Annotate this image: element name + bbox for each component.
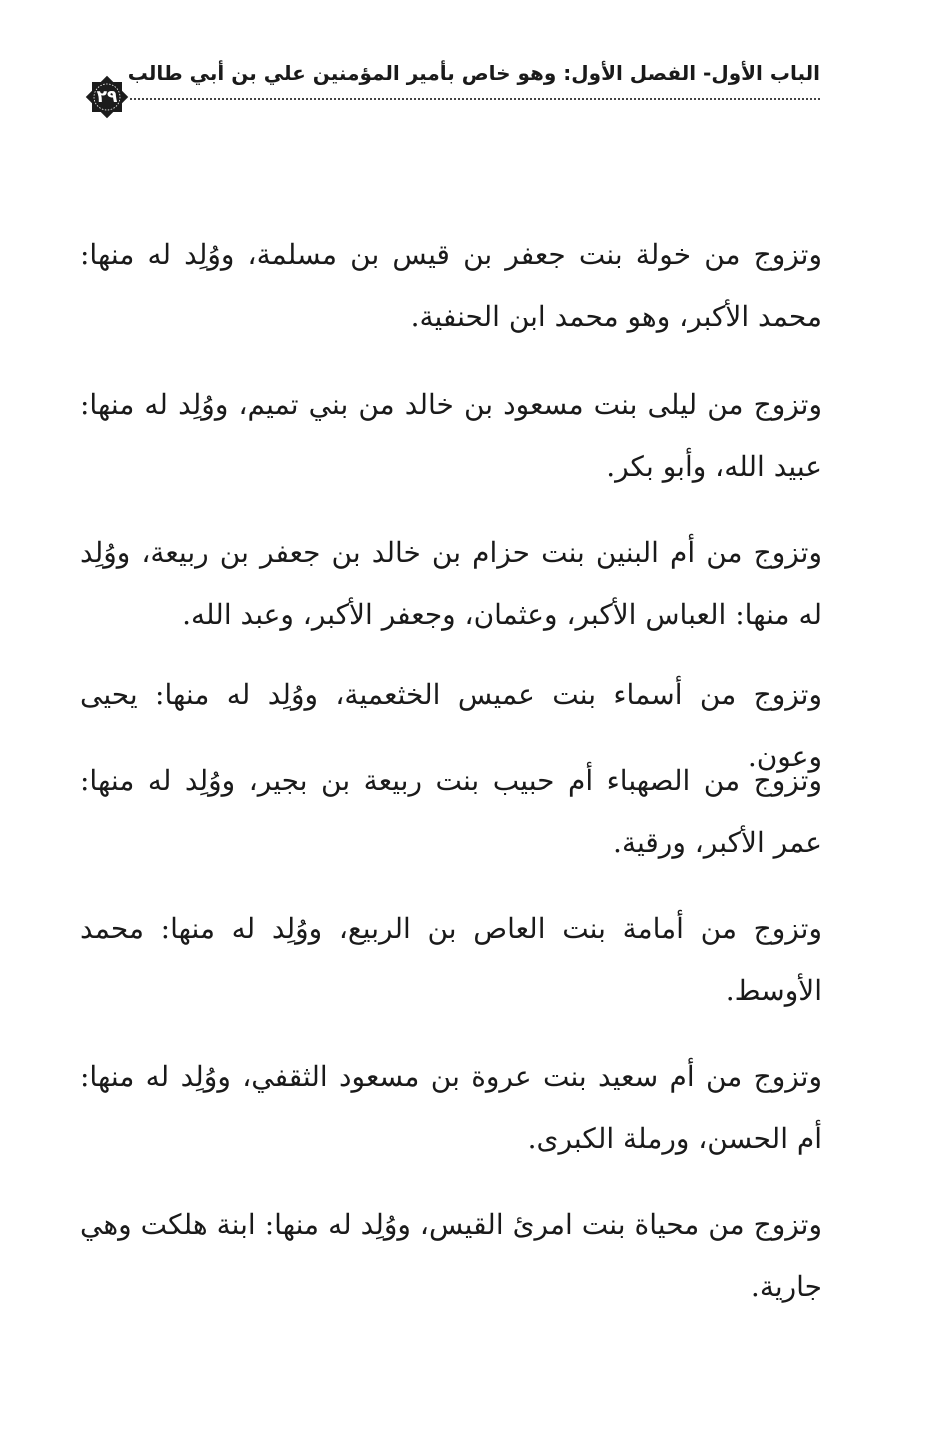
page-number-badge [82,72,132,122]
paragraph: وتزوج من أم سعيد بنت عروة بن مسعود الثقفي، ووُلِد له منها: أم الحسن، ورملة الكبرى. [80,1060,822,1155]
page-number: ٢٩ [96,87,118,107]
paragraph: وتزوج من ليلى بنت مسعود بن خالد من بني تميم، ووُلِد له منها: عبيد الله، وأبو بكر. [80,388,822,483]
page-header [82,58,820,128]
paragraph: وتزوج من أمامة بنت العاص بن الربيع، ووُلِد له منها: محمد الأوسط. [80,912,822,1007]
paragraph: وتزوج من خولة بنت جعفر بن قيس بن مسلمة، ووُلِد له منها: محمد الأكبر، وهو محمد ابن الحنفية. [80,238,822,333]
header-divider [130,98,820,100]
paragraph: وتزوج من محياة بنت امرئ القيس، ووُلِد له منها: ابنة هلكت وهي جارية. [80,1208,822,1303]
paragraph: وتزوج من الصهباء أم حبيب بنت ربيعة بن بجير، ووُلِد له منها: عمر الأكبر، ورقية. [80,764,822,859]
running-header-title: الباب الأول- الفصل الأول: وهو خاص بأمير المؤمنين علي بن أبي طالب [127,61,820,85]
paragraph: وتزوج من أم البنين بنت حزام بن خالد بن جعفر بن ربيعة، ووُلِد له منها: العباس الأكبر، وعثمان، وجعفر الأكبر، وعبد الله. [80,536,822,631]
paragraph: وتزوج من أسماء بنت عميس الخثعمية، ووُلِد له منها: يحيى وعون. [80,678,822,773]
